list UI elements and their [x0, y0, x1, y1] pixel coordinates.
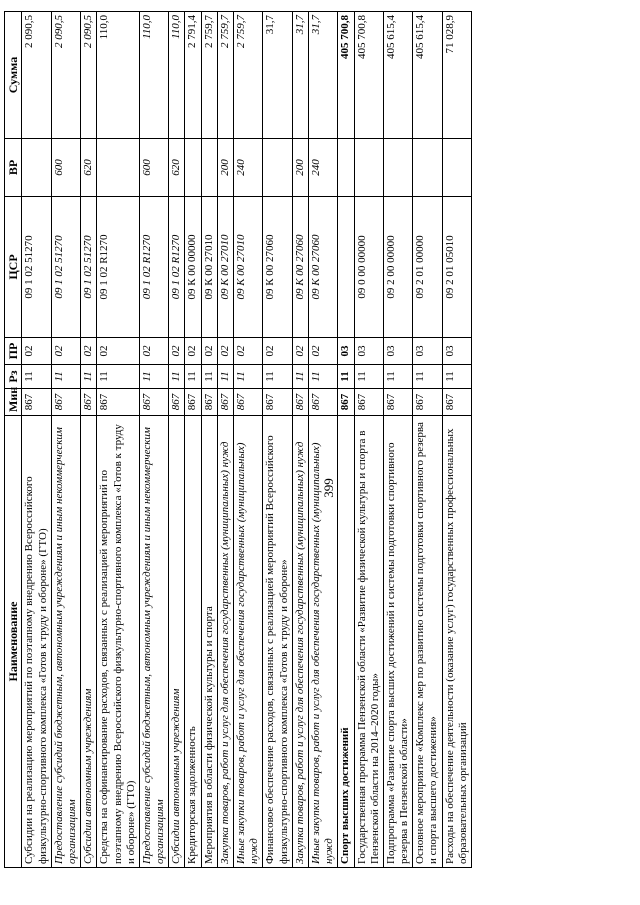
table-row	[292, 12, 308, 868]
table-body	[22, 12, 472, 868]
cell-rz: 11	[383, 365, 412, 389]
cell-pr: 02	[51, 338, 80, 365]
cell-pr: 02	[97, 338, 140, 365]
cell-name: Расходы на обеспечение деятельности (оказание услуг) государственных профессиональных образовательных организаций	[442, 416, 471, 868]
cell-sum: 110,0	[139, 12, 168, 139]
cell-csr: 09 2 01 05010	[442, 197, 471, 338]
table-row	[413, 12, 442, 868]
cell-pr: 02	[81, 338, 97, 365]
cell-csr: 09 1 02 R1270	[139, 197, 168, 338]
cell-rz: 11	[263, 365, 292, 389]
cell-min: 867	[354, 389, 383, 416]
cell-name: Субсидии автономным учреждениям	[169, 416, 185, 868]
cell-csr	[338, 197, 354, 338]
cell-sum: 2 759,7	[234, 12, 263, 139]
cell-vr: 620	[81, 139, 97, 197]
cell-rz: 11	[185, 365, 201, 389]
cell-rz: 11	[169, 365, 185, 389]
budget-table-container	[4, 12, 630, 868]
cell-min: 867	[413, 389, 442, 416]
cell-min: 867	[338, 389, 354, 416]
cell-name: Закупка товаров, работ и услуг для обеспечения государственных (муниципальных) нужд	[292, 416, 308, 868]
table-row	[139, 12, 168, 868]
cell-vr	[383, 139, 412, 197]
table-row	[169, 12, 185, 868]
budget-table	[4, 11, 472, 868]
cell-vr	[263, 139, 292, 197]
cell-sum: 31,7	[263, 12, 292, 139]
cell-vr: 600	[51, 139, 80, 197]
table-row	[217, 12, 233, 868]
cell-name: Спорт высших достижений	[338, 416, 354, 868]
cell-csr: 09 0 00 00000	[354, 197, 383, 338]
cell-name: Финансовое обеспечение расходов, связанных с реализацией мероприятий Всероссийского физкультурно-спортивного комплекса «Готов к труду и обороне»	[263, 416, 292, 868]
cell-rz: 11	[81, 365, 97, 389]
cell-sum: 2 090,5	[51, 12, 80, 139]
cell-vr	[442, 139, 471, 197]
header-rz: Рз	[5, 365, 22, 389]
cell-sum: 2 090,5	[81, 12, 97, 139]
cell-csr: 09 К 00 27060	[292, 197, 308, 338]
cell-csr: 09 1 02 R1270	[97, 197, 140, 338]
cell-sum: 31,7	[308, 12, 337, 139]
cell-min: 867	[81, 389, 97, 416]
cell-name: Предоставление субсидий бюджетным, автономным учреждениям и иным некоммерческим организациям	[51, 416, 80, 868]
cell-min: 867	[169, 389, 185, 416]
cell-min: 867	[22, 389, 51, 416]
cell-min: 867	[97, 389, 140, 416]
cell-min: 867	[139, 389, 168, 416]
cell-name: Иные закупки товаров, работ и услуг для обеспечения государственных (муниципальных) нужд	[234, 416, 263, 868]
cell-min: 867	[185, 389, 201, 416]
header-csr: ЦСР	[5, 197, 22, 338]
cell-sum: 110,0	[169, 12, 185, 139]
table-row	[383, 12, 412, 868]
cell-csr: 09 2 00 00000	[383, 197, 412, 338]
table-row	[354, 12, 383, 868]
cell-name: Закупка товаров, работ и услуг для обеспечения государственных (муниципальных) нужд	[217, 416, 233, 868]
cell-name: Основное мероприятие «Комплекс мер по развитию системы подготовки спортивного резерва и спорта высшего достижения»	[413, 416, 442, 868]
cell-min: 867	[292, 389, 308, 416]
cell-sum: 2 759,7	[201, 12, 217, 139]
table-row	[185, 12, 201, 868]
cell-rz: 11	[201, 365, 217, 389]
table-row	[308, 12, 337, 868]
header-pr: ПР	[5, 338, 22, 365]
table-row	[234, 12, 263, 868]
cell-rz: 11	[51, 365, 80, 389]
cell-min: 867	[308, 389, 337, 416]
cell-rz: 11	[139, 365, 168, 389]
cell-min: 867	[383, 389, 412, 416]
cell-name: Подпрограмма «Развитие спорта высших достижений и системы подготовки спортивного резерва в Пензенской области»	[383, 416, 412, 868]
cell-rz: 11	[442, 365, 471, 389]
cell-min: 867	[201, 389, 217, 416]
cell-sum: 110,0	[97, 12, 140, 139]
cell-rz: 11	[217, 365, 233, 389]
cell-pr: 02	[308, 338, 337, 365]
cell-sum: 71 028,9	[442, 12, 471, 139]
header-name: Наименование	[5, 416, 22, 868]
cell-pr: 02	[201, 338, 217, 365]
cell-sum: 405 615,4	[413, 12, 442, 139]
cell-pr: 03	[338, 338, 354, 365]
table-row	[97, 12, 140, 868]
cell-vr: 620	[169, 139, 185, 197]
cell-csr: 09 2 01 00000	[413, 197, 442, 338]
cell-pr: 02	[263, 338, 292, 365]
cell-vr: 240	[234, 139, 263, 197]
cell-name: Иные закупки товаров, работ и услуг для обеспечения государственных (муниципальных) нужд	[308, 416, 337, 868]
cell-vr	[185, 139, 201, 197]
cell-vr	[97, 139, 140, 197]
cell-csr: 09 1 02 R1270	[169, 197, 185, 338]
cell-sum: 2 759,7	[217, 12, 233, 139]
cell-vr	[338, 139, 354, 197]
cell-csr: 09 К 00 00000	[185, 197, 201, 338]
cell-vr	[22, 139, 51, 197]
cell-name: Мероприятия в области физической культуры и спорта	[201, 416, 217, 868]
cell-name: Субсидии автономным учреждениям	[81, 416, 97, 868]
cell-rz: 11	[292, 365, 308, 389]
header-sum: Сумма	[5, 12, 22, 139]
cell-vr: 600	[139, 139, 168, 197]
cell-csr: 09 1 02 51270	[51, 197, 80, 338]
table-row	[442, 12, 471, 868]
cell-sum: 2 090,5	[22, 12, 51, 139]
cell-pr: 02	[169, 338, 185, 365]
cell-pr: 02	[234, 338, 263, 365]
cell-pr: 02	[22, 338, 51, 365]
table-row	[51, 12, 80, 868]
table-row	[81, 12, 97, 868]
cell-csr: 09 К 00 27060	[308, 197, 337, 338]
cell-csr: 09 К 00 27010	[217, 197, 233, 338]
cell-sum: 31,7	[292, 12, 308, 139]
cell-pr: 03	[383, 338, 412, 365]
cell-csr: 09 К 00 27010	[234, 197, 263, 338]
cell-min: 867	[442, 389, 471, 416]
cell-pr: 02	[139, 338, 168, 365]
cell-min: 867	[217, 389, 233, 416]
cell-rz: 11	[308, 365, 337, 389]
cell-sum: 405 700,8	[354, 12, 383, 139]
cell-min: 867	[51, 389, 80, 416]
cell-name: Государственная программа Пензенской области «Развитие физической культуры и спорта в Пензенской области на 2014–2020 годы»	[354, 416, 383, 868]
header-vr: ВР	[5, 139, 22, 197]
cell-name: Средства на софинансирование расходов, связанных с реализацией мероприятий по поэтапному внедрению Всероссийского физкультурно-спортивного комплекса «Готов к труду и обороне» (ГТО)	[97, 416, 140, 868]
cell-pr: 02	[217, 338, 233, 365]
cell-csr: 09 К 00 27010	[201, 197, 217, 338]
header-min: Мин	[5, 389, 22, 416]
cell-pr: 03	[413, 338, 442, 365]
cell-vr: 200	[292, 139, 308, 197]
table-row	[338, 12, 354, 868]
cell-csr: 09 К 00 27060	[263, 197, 292, 338]
cell-rz: 11	[97, 365, 140, 389]
cell-pr: 02	[185, 338, 201, 365]
cell-pr: 03	[354, 338, 383, 365]
table-row	[22, 12, 51, 868]
cell-sum: 2 791,4	[185, 12, 201, 139]
cell-csr: 09 1 02 51270	[22, 197, 51, 338]
cell-vr: 200	[217, 139, 233, 197]
cell-name: Предоставление субсидий бюджетным, автономным учреждениям и иным некоммерческим организациям	[139, 416, 168, 868]
cell-name: Кредиторская задолженность	[185, 416, 201, 868]
page-number: 399	[321, 478, 336, 498]
cell-rz: 11	[338, 365, 354, 389]
cell-pr: 02	[292, 338, 308, 365]
cell-rz: 11	[354, 365, 383, 389]
cell-sum: 405 615,4	[383, 12, 412, 139]
table-header-row	[5, 12, 22, 868]
table-row	[201, 12, 217, 868]
cell-rz: 11	[22, 365, 51, 389]
cell-rz: 11	[234, 365, 263, 389]
cell-pr: 03	[442, 338, 471, 365]
cell-min: 867	[263, 389, 292, 416]
table-row	[263, 12, 292, 868]
cell-sum: 405 700,8	[338, 12, 354, 139]
cell-min: 867	[234, 389, 263, 416]
cell-csr: 09 1 02 51270	[81, 197, 97, 338]
cell-vr	[201, 139, 217, 197]
cell-vr	[413, 139, 442, 197]
cell-rz: 11	[413, 365, 442, 389]
cell-vr: 240	[308, 139, 337, 197]
cell-name: Субсидии на реализацию мероприятий по поэтапному внедрению Всероссийского физкультурно-спортивного комплекса «Готов к труду и обороне» (ГТО)	[22, 416, 51, 868]
cell-vr	[354, 139, 383, 197]
